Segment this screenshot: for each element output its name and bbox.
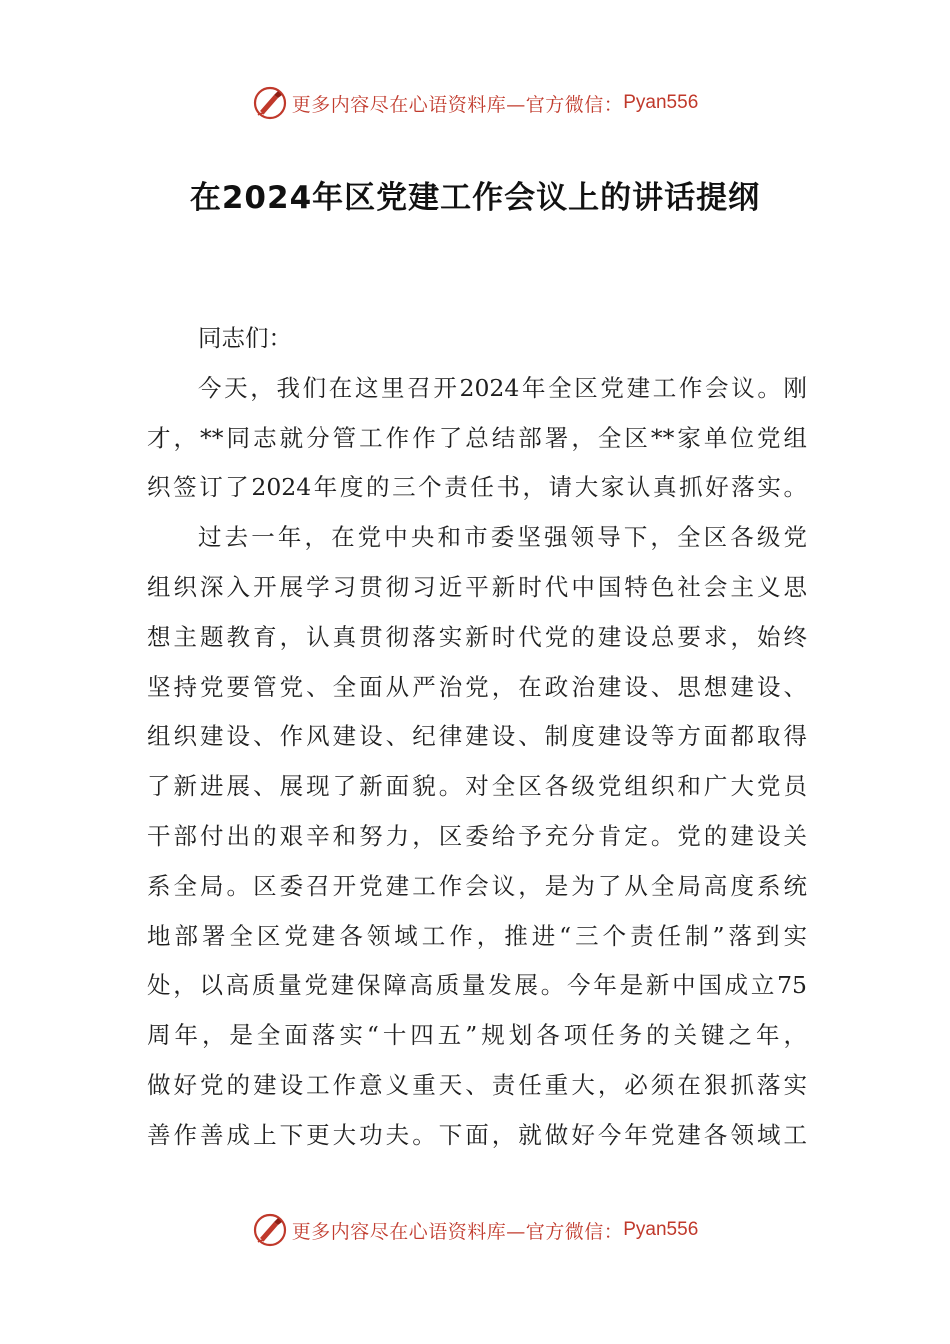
body-line: 组织深入开展学习贯彻习近平新时代中国特色社会主义思 [147, 572, 807, 601]
body-line: 想主题教育，认真贯彻落实新时代党的建设总要求，始终 [147, 622, 807, 651]
body-line: 做好党的建设工作意义重天、责任重大，必须在狠抓落实 [147, 1070, 807, 1099]
body-line: 处，以高质量党建保障高质量发展。今年是新中国成立75 [147, 971, 807, 1000]
salutation-line: 同志们： [198, 324, 292, 352]
watermark-text: 更多内容尽在心语资料库—官方微信： [291, 1220, 624, 1243]
document-body [147, 314, 807, 1161]
body-line: 周年，是全面落实“十四五”规划各项任务的关键之年， [147, 1021, 807, 1050]
body-line: 过去一年，在党中央和市委坚强领导下，全区各级党 [198, 523, 807, 552]
body-line: 了新进展、展现了新面貌。对全区各级党组织和广大党员 [147, 772, 807, 801]
footer-watermark [0, 1210, 950, 1250]
pen-circle-logo-icon [252, 85, 288, 121]
body-line: 干部付出的艰辛和努力，区委给予充分肯定。党的建设关 [147, 821, 807, 850]
body-line: 织签订了2024年度的三个责任书，请大家认真抓好落实。 [147, 473, 807, 502]
pen-circle-logo-icon [252, 1212, 288, 1248]
body-line: 地部署全区党建各领域工作，推进“三个责任制”落到实 [147, 921, 807, 950]
body-line: 今天，我们在这里召开2024年全区党建工作会议。刚 [198, 373, 807, 402]
header-watermark [0, 83, 950, 123]
watermark-text: 更多内容尽在心语资料库—官方微信： [291, 93, 624, 116]
document-title: 在2024年区党建工作会议上的讲话提纲 [189, 180, 761, 216]
body-line: 组织建设、作风建设、纪律建设、制度建设等方面都取得 [147, 722, 807, 751]
body-line: 善作善成上下更大功夫。下面，就做好今年党建各领域工 [147, 1120, 807, 1149]
body-line: 系全局。区委召开党建工作会议，是为了从全局高度系统 [147, 871, 807, 900]
watermark-account: Pyan556 [623, 1219, 699, 1240]
watermark-account: Pyan556 [623, 92, 699, 113]
body-line: 才，**同志就分管工作作了总结部署，全区**家单位党组 [147, 423, 807, 452]
body-line: 坚持党要管党、全面从严治党，在政治建设、思想建设、 [147, 672, 807, 701]
